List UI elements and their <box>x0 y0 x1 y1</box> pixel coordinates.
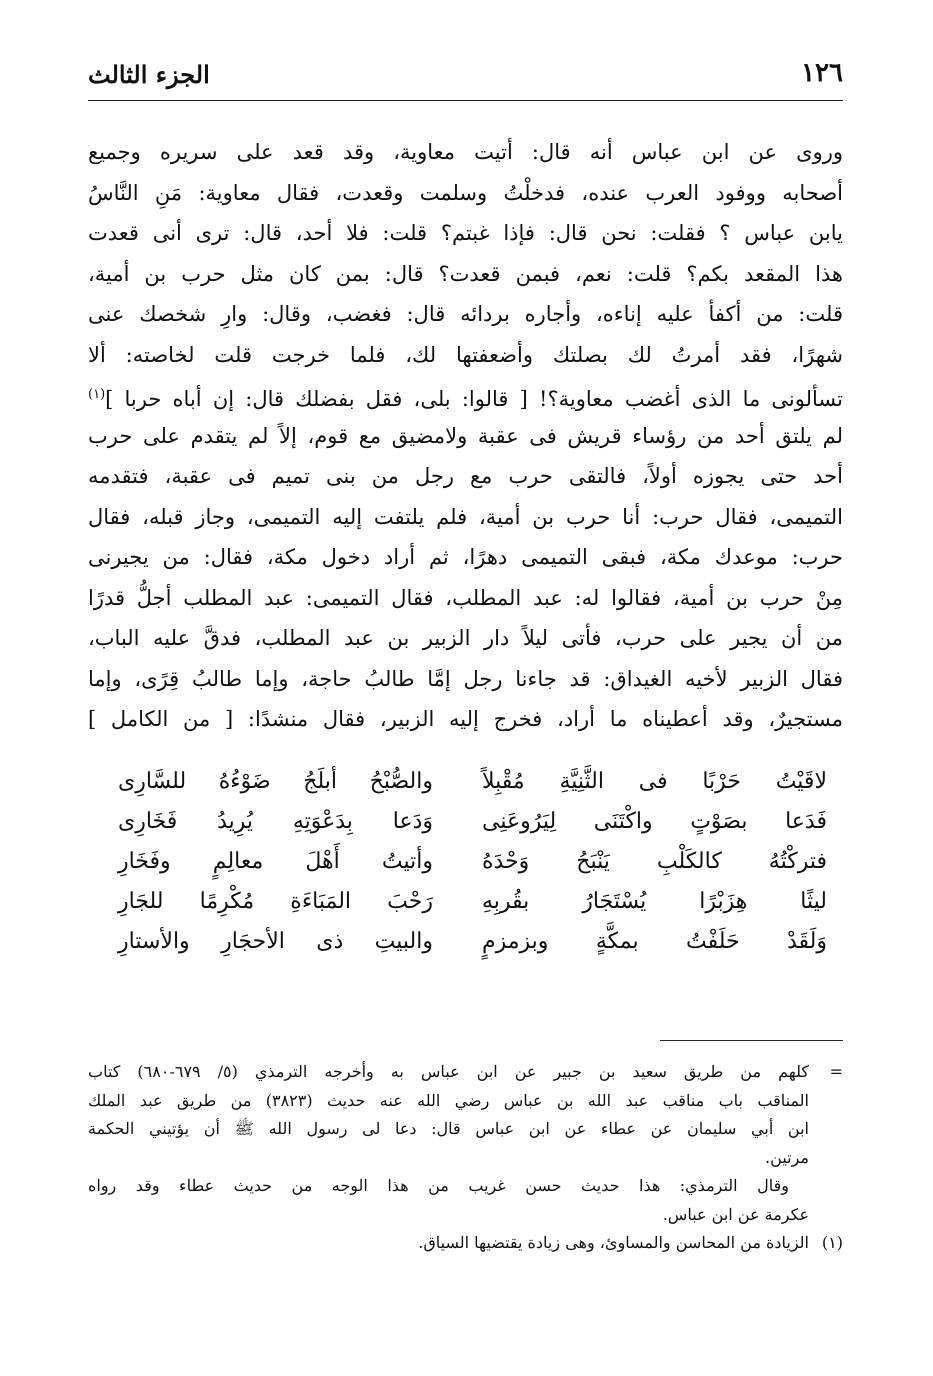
body-line-with-footnote-ref <box>88 375 843 416</box>
verse-second-hemistich: رَحْبَ المَبَاءَةِ مُكْرِمًا للجَارِ <box>118 889 433 914</box>
verse-first-hemistich: وَلَقَدْ حَلَفْتُ بمكَّةٍ وبزمزمٍ <box>482 929 827 954</box>
body-line: وروى عن ابن عباس أنه قال: أتيت معاوية، وقد قعد على سريره وجميع <box>88 140 843 164</box>
body-line: أحد حتى يجوزه أولاً، فالتقى حرب مع رجل من بنى تميم فى عقبة، فتقدمه <box>88 464 843 488</box>
body-line: حرب: موعدك مكة، فبقى التميمى دهرًا، ثم أراد دخول مكة، فقال: من يجيرنى <box>88 545 843 569</box>
footnote-line: مرتين. <box>765 1147 809 1167</box>
running-header <box>88 58 843 98</box>
footnote-1 <box>88 1229 843 1258</box>
footnote-ref: (١) <box>88 387 106 402</box>
footnote-line: عكرمة عن ابن عباس. <box>662 1204 809 1224</box>
verse-first-hemistich: فتركْتُهُ كالكَلْبِ يَنْبَحُ وَحْدَهُ <box>482 849 827 874</box>
verse-second-hemistich: وَدَعا بِدَعْوَتِهِ يُرِيدُ فَخَارِى <box>118 809 433 834</box>
body-line: مستجيرٌ، وقد أعطيناه ما أراد، فخرج إليه الزبير، فقال منشدًا: [ من الكامل ] <box>88 707 843 731</box>
body-line: مِنْ حرب بن أمية، فقالوا له: عبد المطلب، فقال التميمى: عبد المطلب أجلُّ قدرًا <box>88 585 843 610</box>
body-line: أصحابه ووفود العرب عنده، فدخلْتُ وسلمت وقعدت، فقال معاوية: مَنِ النَّاسُ <box>88 180 843 205</box>
body-line: شهرًا، فقد أمرتُ لك بصلتك وأضعفتها لك، فلما خرجت قلت لخاصته: ألا <box>88 342 843 367</box>
header-rule <box>88 100 843 101</box>
poem-verse <box>88 922 843 962</box>
footnote-line: وقال الترمذي: هذا حديث حسن غريب من هذا الوجه من حديث عطاء وقد رواه <box>88 1176 789 1195</box>
continuation-marker: = <box>829 1062 843 1081</box>
page-number: ١٢٦ <box>801 58 843 88</box>
body-line: قلت: من أكفأ عليه إناءه، وأجاره بردائه قال: فغضب، وقال: وارِ شخصك عنى <box>88 302 843 326</box>
verse-second-hemistich: والبيتِ ذى الأحجَارِ والأستارِ <box>118 929 433 954</box>
verse-first-hemistich: ليثًا هِزَبْرًا يُسْتَجَارُ بقُربِهِ <box>482 889 827 914</box>
body-line: هذا المقعد بكم؟ قلت: نعم، فبمن قعدت؟ قال: بمن كان مثل حرب بن أمية، <box>88 261 843 286</box>
verse-second-hemistich: والصُّبْحُ أبلَجُ ضَوْءُهُ للسَّارِى <box>118 769 433 794</box>
body-line: التميمى، فقال حرب: أنا حرب بن أمية، فلم يلتفت إليه التميمى، وجاز قبله، فقال <box>88 504 843 529</box>
poem <box>88 762 843 962</box>
poem-verse <box>88 842 843 882</box>
footnote-1-text: الزيادة من المحاسن والمساوئ، وهى زيادة يقتضيها السياق. <box>418 1233 809 1252</box>
body-text <box>88 132 843 740</box>
verse-first-hemistich: فَدَعا بصَوْتٍ واكْتَنَى لِيَرُوعَنِى <box>482 809 827 834</box>
poem-verse <box>88 882 843 922</box>
poem-verse <box>88 802 843 842</box>
body-line: فقال الزبير لأخيه الغيداق: قد جاءنا رجل إمَّا طالبُ حاجة، وإما طالبُ قِرًى، وإما <box>88 666 843 691</box>
footnote-line: المناقب باب مناقب عبد الله بن عباس رضي الله عنه حديث (٣٨٢٣) من طريق عبد الملك <box>88 1090 809 1110</box>
footnote-1-marker: (١) <box>821 1233 843 1252</box>
body-line: لم يلتق أحد من رؤساء قريش فى عقبة ولامضيق مع قوم، إلاً لم يتقدم على حرب <box>88 423 843 448</box>
footnote-line: =كلهم من طريق سعيد بن جبير عن ابن عباس به وأخرجه الترمذي (٥/ ٦٧٩-٦٨٠) كتاب <box>88 1058 843 1087</box>
footnote-rule <box>660 1040 843 1041</box>
part-title: الجزء الثالث <box>88 60 210 89</box>
verse-second-hemistich: وأتيتُ أَهْلَ معالِمٍ وفَخَارِ <box>118 849 433 874</box>
verse-first-hemistich: لاقَيْتُ حَرْبًا فى الثَّنِيَّةِ مُقْبِلاً <box>482 769 827 794</box>
body-line-text: تسألونى ما الذى أغضب معاوية؟! [ قالوا: بلى، فقل بفضلك قال: إن أباه حربا ] <box>105 387 843 411</box>
body-line: يابن عباس ؟ فقلت: نحن قال: فإذا غبتم؟ قلت: فلا أحد، قال: ترى أنى قعدت <box>88 221 843 245</box>
poem-verse <box>88 762 843 802</box>
body-line: من أن يجير على حرب، فأتى ليلاً دار الزبير بن عبد المطلب، فدقَّ عليه الباب، <box>88 626 843 650</box>
footnotes <box>88 1058 843 1258</box>
footnote-line: ابن أبي سليمان عن عطاء عن ابن عباس قال: دعا لى رسول الله ﷺ أن يؤتيني الحكمة <box>88 1119 809 1138</box>
